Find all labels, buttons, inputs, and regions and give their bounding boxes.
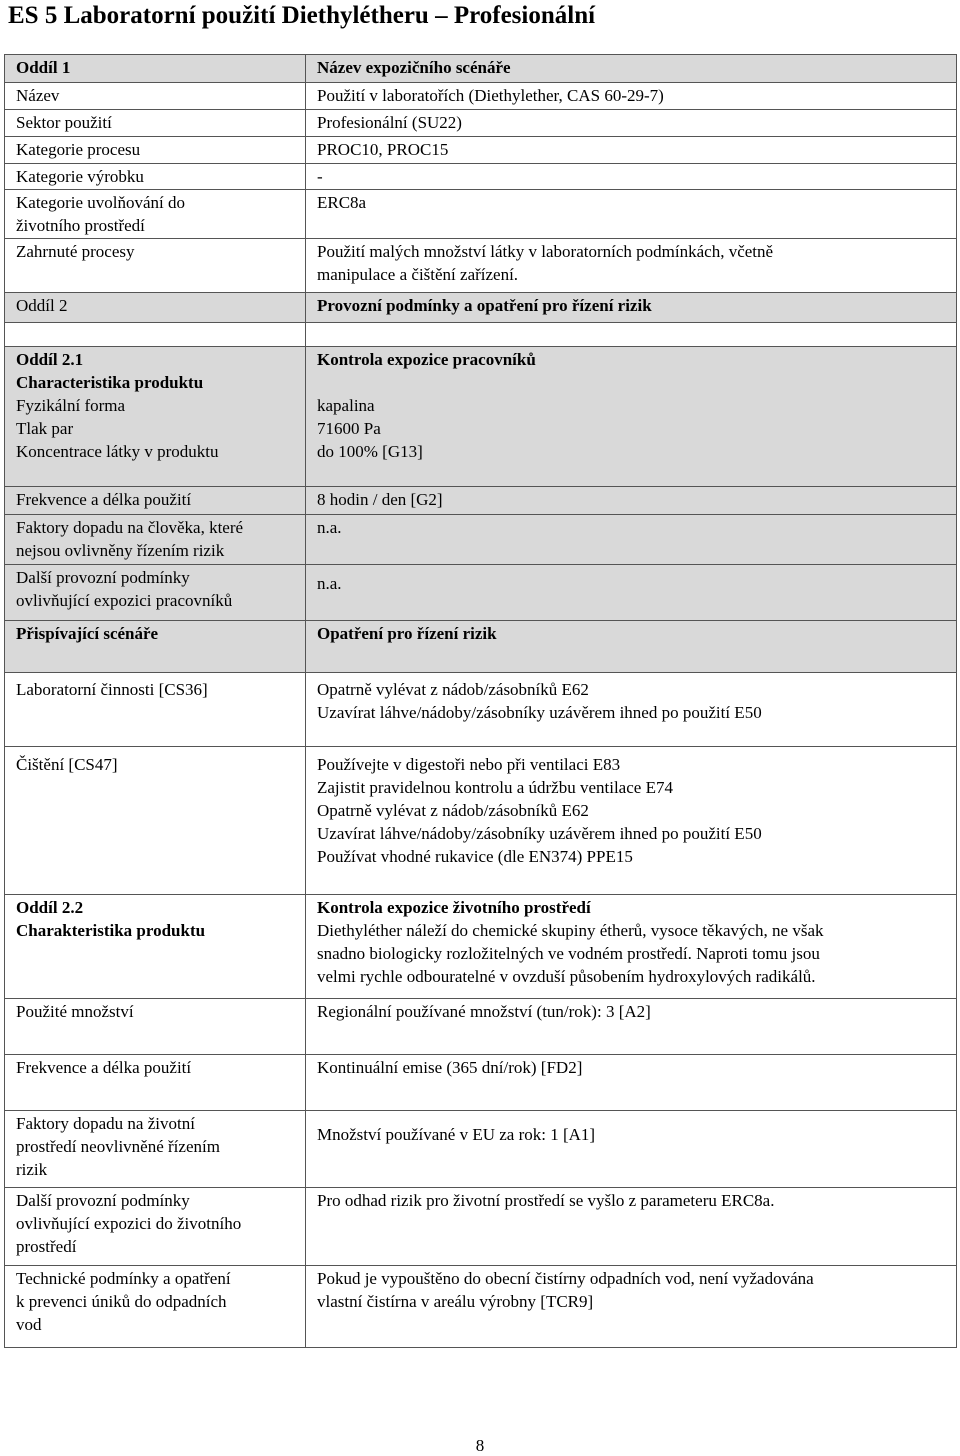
row-value — [306, 239, 957, 293]
description-line: snadno biologicky rozložitelných ve vodném prostředí. Naproti tomu jsou — [317, 944, 820, 963]
row-label: Sektor použití — [5, 110, 306, 137]
section22-title: Kontrola expozice životního prostředí — [317, 898, 591, 917]
measure-line: Uzavírat láhve/nádoby/zásobníky uzávěrem ihned po použití E50 — [317, 824, 762, 843]
row-value: Použití v laboratořích (Diethylether, CAS 60-29-7) — [306, 83, 957, 110]
table-row — [5, 190, 957, 239]
table-row — [5, 110, 957, 137]
scenario-row — [5, 673, 957, 747]
table-row — [5, 515, 957, 565]
table-row — [5, 137, 957, 164]
value-line: Použití malých množství látky v laboratorních podmínkách, včetně — [317, 242, 774, 261]
product-characteristics-heading: Charakteristika produktu — [16, 921, 206, 940]
label-line: Technické podmínky a opatření — [16, 1269, 231, 1288]
exposure-scenario-table — [4, 54, 957, 1348]
table-row — [5, 83, 957, 110]
label-line: Další provozní podmínky — [16, 1191, 190, 1210]
measure-line: Používat vhodné rukavice (dle EN374) PPE15 — [317, 847, 633, 866]
row-value: kapalina — [317, 396, 375, 415]
measure-line: Zajistit pravidelnou kontrolu a údržbu ventilace E74 — [317, 778, 673, 797]
row-value: Kontinuální emise (365 dní/rok) [FD2] — [306, 1055, 957, 1111]
row-value: 71600 Pa — [317, 419, 381, 438]
label-line: Kategorie uvolňování do — [16, 193, 186, 212]
row-label — [5, 515, 306, 565]
table-row — [5, 1188, 957, 1266]
label-line: Faktory dopadu na životní — [16, 1114, 195, 1133]
table-row — [5, 487, 957, 515]
scenario-row — [5, 747, 957, 895]
contributing-scenarios-heading: Přispívající scénáře — [5, 621, 306, 673]
table-row — [5, 164, 957, 190]
row-label: Použité množství — [5, 999, 306, 1055]
row-label — [5, 1188, 306, 1266]
section1-header-row — [5, 55, 957, 83]
value-line: manipulace a čištění zařízení. — [317, 265, 519, 284]
label-line: Další provozní podmínky — [16, 568, 190, 587]
section22-labels — [5, 895, 306, 999]
row-value: n.a. — [306, 565, 957, 621]
spacer-row — [5, 323, 957, 347]
table-row — [5, 999, 957, 1055]
row-label: Frekvence a délka použití — [5, 487, 306, 515]
page-number: 8 — [475, 1436, 485, 1455]
section21-block — [5, 347, 957, 487]
section21-title: Kontrola expozice pracovníků — [317, 350, 536, 369]
row-label: Kategorie výrobku — [5, 164, 306, 190]
row-label: Kategorie procesu — [5, 137, 306, 164]
contributing-scenarios-header-row — [5, 621, 957, 673]
value-line: Pokud je vypouštěno do obecní čistírny odpadních vod, není vyžadována — [317, 1269, 814, 1288]
table-row — [5, 565, 957, 621]
row-value: do 100% [G13] — [317, 442, 423, 461]
section1-label: Oddíl 1 — [5, 55, 306, 83]
row-label — [5, 190, 306, 239]
label-line: ovlivňující expozici pracovníků — [16, 591, 233, 610]
table-row — [5, 1111, 957, 1188]
table-row — [5, 1055, 957, 1111]
section22-label: Oddíl 2.2 — [16, 898, 84, 917]
document-title: ES 5 Laboratorní použití Diethylétheru – Profesionální — [8, 2, 596, 29]
label-line: rizik — [16, 1160, 48, 1179]
value-line: vlastní čistírna v areálu výrobny [TCR9] — [317, 1292, 594, 1311]
row-label: Frekvence a délka použití — [5, 1055, 306, 1111]
label-line: prostředí neovlivněné řízením — [16, 1137, 220, 1156]
row-value: 8 hodin / den [G2] — [306, 487, 957, 515]
row-value: Profesionální (SU22) — [306, 110, 957, 137]
spacer-cell — [5, 323, 306, 347]
label-line: vod — [16, 1315, 42, 1334]
measure-line: Opatrně vylévat z nádob/zásobníků E62 — [317, 680, 589, 699]
row-label: Tlak par — [16, 419, 74, 438]
measure-line: Uzavírat láhve/nádoby/zásobníky uzávěrem ihned po použití E50 — [317, 703, 762, 722]
description-line: Diethyléther náleží do chemické skupiny étherů, vysoce těkavých, ne však — [317, 921, 824, 940]
table-row — [5, 239, 957, 293]
row-value: - — [306, 164, 957, 190]
section2-label: Oddíl 2 — [5, 293, 306, 323]
scenario-label: Čištění [CS47] — [5, 747, 306, 895]
label-line: k prevenci úniků do odpadních — [16, 1292, 227, 1311]
row-label: Koncentrace látky v produktu — [16, 442, 219, 461]
row-label — [5, 565, 306, 621]
scenario-label: Laboratorní činnosti [CS36] — [5, 673, 306, 747]
row-value: Pro odhad rizik pro životní prostředí se vyšlo z parameteru ERC8a. — [306, 1188, 957, 1266]
label-line: ovlivňující expozici do životního — [16, 1214, 242, 1233]
section21-labels — [5, 347, 306, 487]
scenario-measures — [306, 673, 957, 747]
label-line: životního prostředí — [16, 216, 145, 235]
row-label: Zahrnuté procesy — [5, 239, 306, 293]
row-value: Regionální používané množství (tun/rok): 3 [A2] — [306, 999, 957, 1055]
section21-values — [306, 347, 957, 487]
section22-block — [5, 895, 957, 999]
row-label: Fyzikální forma — [16, 396, 126, 415]
section2-header-row — [5, 293, 957, 323]
table-row — [5, 1266, 957, 1348]
row-value — [306, 1266, 957, 1348]
row-label — [5, 1111, 306, 1188]
label-line: prostředí — [16, 1237, 77, 1256]
section1-title: Název expozičního scénáře — [306, 55, 957, 83]
row-value: ERC8a — [306, 190, 957, 239]
label-line: Faktory dopadu na člověka, které — [16, 518, 244, 537]
blank-line — [317, 371, 956, 394]
row-label — [5, 1266, 306, 1348]
section2-title: Provozní podmínky a opatření pro řízení rizik — [306, 293, 957, 323]
row-label: Název — [5, 83, 306, 110]
scenario-measures — [306, 747, 957, 895]
row-value: n.a. — [306, 515, 957, 565]
product-characteristics-heading: Characteristika produktu — [16, 373, 204, 392]
measure-line: Používejte v digestoři nebo při ventilaci E83 — [317, 755, 621, 774]
section22-values — [306, 895, 957, 999]
label-line: nejsou ovlivněny řízením rizik — [16, 541, 225, 560]
measure-line: Opatrně vylévat z nádob/zásobníků E62 — [317, 801, 589, 820]
risk-measures-heading: Opatření pro řízení rizik — [306, 621, 957, 673]
spacer-cell — [306, 323, 957, 347]
row-value: PROC10, PROC15 — [306, 137, 957, 164]
row-value: Množství používané v EU za rok: 1 [A1] — [306, 1111, 957, 1188]
description-line: velmi rychle odbouratelné v ovzduší působením hydroxylových radikálů. — [317, 967, 816, 986]
section21-label: Oddíl 2.1 — [16, 350, 84, 369]
